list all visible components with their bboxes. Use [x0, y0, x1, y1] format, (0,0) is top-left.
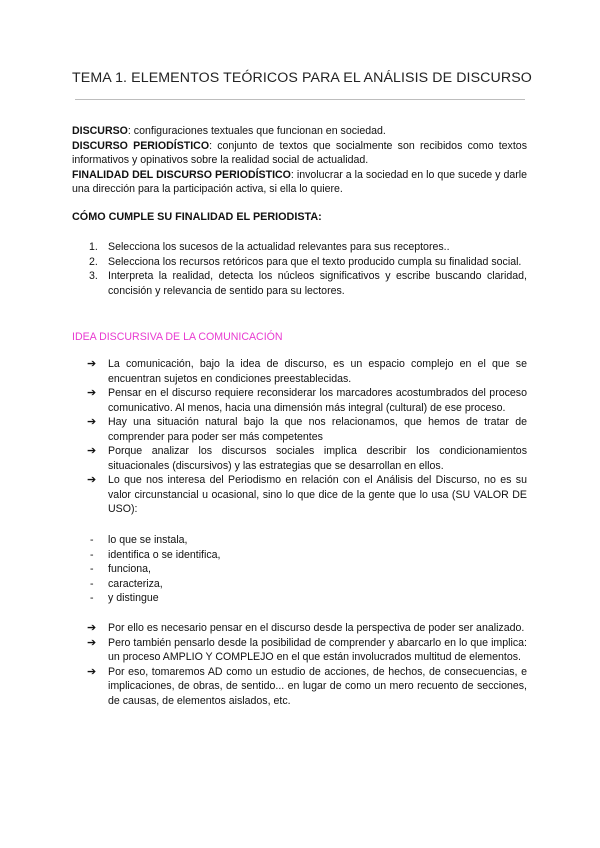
definition-text: : configuraciones textuales que funcionan en sociedad.	[127, 125, 386, 137]
list-item	[72, 577, 527, 592]
item-text: funciona,	[108, 563, 151, 575]
item-text: La comunicación, bajo la idea de discurso, es un espacio complejo en el que se encuentran sujetos en condiciones preestablecidas.	[108, 358, 527, 385]
item-text: lo que se instala,	[108, 534, 188, 546]
list-item	[72, 444, 527, 473]
arrow-icon: ➔	[87, 474, 97, 486]
list-item	[72, 665, 527, 709]
item-text: Hay una situación natural bajo la que nos relacionamos, que hemos de tratar de comprender para poder ser más competentes	[108, 416, 527, 443]
list-item	[72, 591, 527, 606]
list-item	[72, 269, 527, 298]
definition-text: : involucrar a la sociedad en lo que sucede y darle una dirección para la participación activa, si ella lo quiere.	[72, 168, 527, 195]
dash-marker: -	[90, 534, 94, 546]
dash-marker: -	[90, 548, 94, 561]
arrow-icon: ➔	[87, 445, 97, 457]
dash-marker: -	[90, 563, 94, 575]
arrow-icon: ➔	[87, 636, 97, 649]
list-item	[72, 548, 527, 563]
arrow-icon: ➔	[87, 665, 97, 678]
item-text: caracteriza,	[108, 577, 163, 590]
arrow-list-a	[72, 357, 527, 517]
item-text: Pero también pensarlo desde la posibilidad de comprender y abarcarlo en lo que implica: un proceso AMPLIO Y COMPLEJO en el que están involucrados multitud de elementos.	[108, 636, 527, 663]
item-text: Por eso, tomaremos AD como un estudio de acciones, de hechos, de consecuencias, e implicaciones, de obras, de sentido... en lugar de como un mero recuento de secciones, de causas, de elementos aislados, etc.	[108, 665, 527, 707]
item-text: identifica o se identifica,	[108, 548, 221, 561]
list-item	[72, 240, 527, 255]
arrow-icon: ➔	[87, 387, 97, 399]
definition-term: DISCURSO PERIODÍSTICO	[72, 139, 210, 152]
item-text: y distingue	[108, 592, 159, 604]
item-text: Pensar en el discurso requiere reconsiderar los marcadores acostumbrados del proceso comunicativo. Al menos, hacia una dimensión más integral (cultural) de ese proceso.	[108, 387, 527, 414]
list-item	[72, 255, 527, 270]
item-text: Por ello es necesario pensar en el discurso desde la perspectiva de poder ser analizado.	[108, 622, 525, 634]
list-item	[72, 621, 527, 636]
item-text: Selecciona los recursos retóricos para que el texto producido cumpla su finalidad social.	[108, 255, 522, 268]
item-number: 1.	[89, 241, 98, 253]
definitions-block	[72, 124, 527, 197]
arrow-icon: ➔	[87, 358, 97, 370]
definition-text: : conjunto de textos que socialmente son recibidos como textos informativos y opinativos sobre la realidad social de actualidad.	[72, 139, 527, 166]
item-text: Lo que nos interesa del Periodismo en relación con el Análisis del Discurso, no es su valor circunstancial u ocasional, sino lo que dice de la gente que lo usa (SU VALOR DE USO):	[108, 474, 527, 515]
item-number: 3.	[89, 270, 98, 282]
list-item	[72, 636, 527, 665]
definition-term: DISCURSO	[72, 125, 128, 137]
title-divider	[75, 99, 525, 100]
definition-term: FINALIDAD DEL DISCURSO PERIODÍSTICO	[72, 168, 291, 181]
list-item	[72, 415, 527, 444]
list-item	[72, 533, 527, 548]
section-heading: CÓMO CUMPLE SU FINALIDAD EL PERIODISTA:	[72, 211, 322, 223]
item-text: Interpreta la realidad, detecta los núcleos significativos y escribe buscando claridad, concisión y relevancia de sentido para su lectores.	[108, 270, 527, 297]
arrow-list-b	[72, 621, 527, 708]
definition-finalidad	[72, 168, 527, 197]
definition-discurso	[72, 124, 527, 139]
dash-marker: -	[90, 592, 94, 604]
accent-heading: IDEA DISCURSIVA DE LA COMUNICACIÓN	[72, 331, 283, 343]
list-item	[72, 562, 527, 577]
list-item	[72, 473, 527, 517]
definition-discurso-periodistico	[72, 139, 527, 168]
item-text: Porque analizar los discursos sociales implica describir los condicionamientos situacionales (discursivos) y las estrategias que se desarrollan en ellos.	[108, 445, 527, 472]
dash-list	[72, 533, 527, 606]
list-item	[72, 386, 527, 415]
item-text: Selecciona los sucesos de la actualidad relevantes para sus receptores..	[108, 241, 450, 253]
list-item	[72, 357, 527, 386]
item-number: 2.	[89, 255, 98, 268]
arrow-icon: ➔	[87, 416, 97, 428]
page-title: TEMA 1. ELEMENTOS TEÓRICOS PARA EL ANÁLISIS DE DISCURSO	[72, 70, 532, 86]
arrow-icon: ➔	[87, 622, 97, 634]
numbered-list	[72, 240, 527, 298]
dash-marker: -	[90, 577, 94, 590]
